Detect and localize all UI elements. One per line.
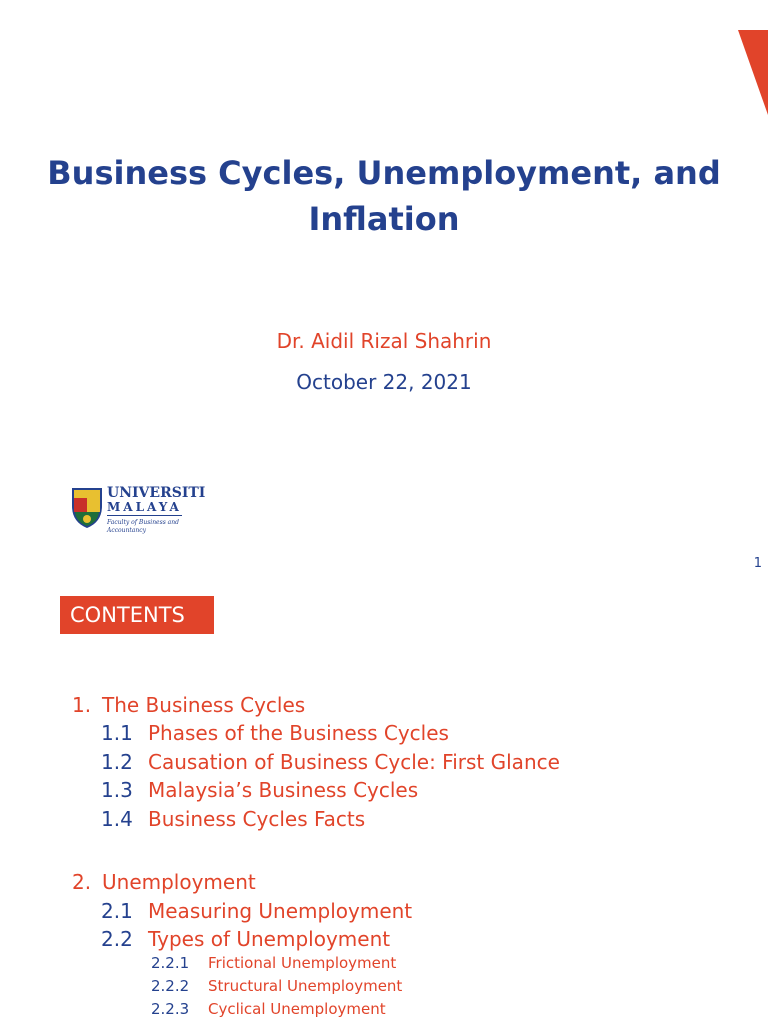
- university-logo: [70, 486, 210, 542]
- toc-item[interactable]: [101, 899, 412, 923]
- toc-item[interactable]: [101, 927, 390, 951]
- toc-label: Frictional Unemployment: [208, 954, 397, 972]
- toc-item[interactable]: [72, 693, 305, 717]
- page-number: 1: [753, 556, 762, 571]
- toc-label: Structural Unemployment: [208, 977, 403, 995]
- toc-number: 1.2: [101, 750, 133, 774]
- toc-item[interactable]: [101, 750, 560, 774]
- toc-number: 2.2.2: [151, 977, 190, 995]
- logo-text-malaya: MALAYA: [107, 500, 182, 514]
- author-name: Dr. Aidil Rizal Shahrin: [276, 329, 492, 353]
- toc-number: 1.3: [101, 778, 133, 802]
- toc-number: 1.1: [101, 721, 133, 745]
- presentation-date: October 22, 2021: [296, 370, 472, 394]
- toc-item[interactable]: [101, 721, 449, 745]
- toc-label: Measuring Unemployment: [148, 899, 413, 923]
- toc-label: The Business Cycles: [102, 693, 306, 717]
- contents-heading: CONTENTS: [60, 596, 214, 634]
- logo-text-faculty: Faculty of Business and Accountancy: [107, 519, 179, 534]
- toc-item[interactable]: [101, 778, 418, 802]
- slide-title: Business Cycles, Unemployment, and Inflation: [47, 154, 721, 238]
- toc-number: 2.2.1: [151, 954, 190, 972]
- crest-icon: [70, 486, 104, 530]
- toc-label: Malaysia’s Business Cycles: [148, 778, 419, 802]
- toc-label: Phases of the Business Cycles: [148, 721, 449, 745]
- toc-item[interactable]: [151, 954, 396, 972]
- toc-number: 2.2: [101, 927, 133, 951]
- toc-item[interactable]: [101, 807, 365, 831]
- toc-item[interactable]: [72, 870, 256, 894]
- toc-number: 2.: [72, 870, 92, 894]
- toc-label: Cyclical Unemployment: [208, 1000, 386, 1018]
- toc-label: Business Cycles Facts: [148, 807, 366, 831]
- toc-label: Causation of Business Cycle: First Glance: [148, 750, 560, 774]
- toc-label: Types of Unemployment: [148, 927, 391, 951]
- toc-item[interactable]: [151, 977, 402, 995]
- toc-number: 1.: [72, 693, 92, 717]
- toc-label: Unemployment: [102, 870, 256, 894]
- contents-slide: [0, 576, 768, 1024]
- toc-number: 2.1: [101, 899, 133, 923]
- toc-number: 2.2.3: [151, 1000, 190, 1018]
- toc-number: 1.4: [101, 807, 133, 831]
- corner-triangle-decoration: [738, 30, 768, 115]
- toc-item[interactable]: [151, 1000, 386, 1018]
- logo-text-universiti: UNIVERSITI: [107, 485, 206, 501]
